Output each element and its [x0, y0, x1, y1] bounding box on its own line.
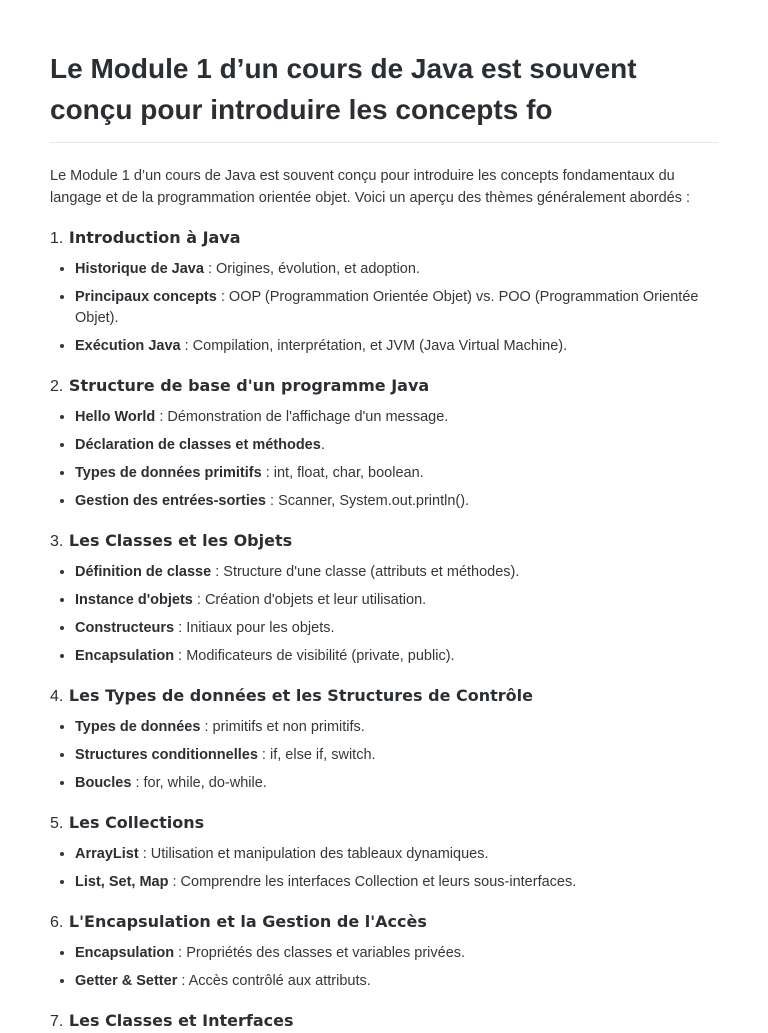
list-item: [75, 844, 718, 865]
list-item: [75, 646, 718, 667]
section-number: 5.: [50, 815, 64, 832]
item-description: : Utilisation et manipulation des tableaux dynamiques.: [138, 846, 489, 862]
list-item: [75, 435, 718, 456]
section-list: [50, 943, 718, 992]
list-item: [75, 259, 718, 280]
item-description: : primitifs et non primitifs.: [200, 719, 365, 735]
list-item: [75, 943, 718, 964]
section-number: 7.: [50, 1013, 64, 1030]
list-item: [75, 407, 718, 428]
sections-container: [50, 227, 718, 1033]
list-item: [75, 745, 718, 766]
item-term: Définition de classe: [75, 564, 212, 580]
item-term: List, Set, Map: [75, 874, 169, 890]
item-term: Hello World: [75, 409, 156, 425]
section-2: [50, 375, 718, 512]
item-term: Gestion des entrées-sorties: [75, 493, 266, 509]
item-description: : Création d'objets et leur utilisation.: [192, 592, 427, 608]
section-number: 3.: [50, 533, 64, 550]
list-item: [75, 336, 718, 357]
section-number: 2.: [50, 378, 64, 395]
list-item: [75, 872, 718, 893]
item-description: .: [320, 437, 325, 453]
item-description: : Compilation, interprétation, et JVM (Java Virtual Machine).: [180, 338, 568, 354]
section-title: L'Encapsulation et la Gestion de l'Accès: [68, 912, 427, 931]
item-term: Principaux concepts: [75, 289, 217, 305]
list-item: [75, 590, 718, 611]
section-list: [50, 259, 718, 357]
list-item: [75, 287, 718, 329]
item-term: Types de données: [75, 719, 201, 735]
section-heading: [50, 227, 718, 250]
item-term: Constructeurs: [75, 620, 175, 636]
section-title: Les Classes et Interfaces: [68, 1011, 294, 1030]
item-term: ArrayList: [75, 846, 139, 862]
section-title: Les Collections: [68, 813, 205, 832]
item-description: : Structure d'une classe (attributs et méthodes).: [211, 564, 520, 580]
section-heading: [50, 375, 718, 398]
item-description: : Propriétés des classes et variables privées.: [174, 945, 466, 961]
list-item: [75, 618, 718, 639]
item-description: : Scanner, System.out.println().: [266, 493, 470, 509]
section-title: Structure de base d'un programme Java: [68, 376, 430, 395]
section-number: 4.: [50, 688, 64, 705]
item-term: Encapsulation: [75, 945, 175, 961]
section-6: [50, 911, 718, 992]
list-item: [75, 971, 718, 992]
item-term: Types de données primitifs: [75, 465, 262, 481]
section-number: 6.: [50, 914, 64, 931]
list-item: [75, 717, 718, 738]
item-description: : Accès contrôlé aux attributs.: [177, 973, 371, 989]
section-title: Les Classes et les Objets: [68, 531, 293, 550]
item-term: Boucles: [75, 775, 132, 791]
section-list: [50, 717, 718, 794]
title-divider: [50, 142, 718, 143]
item-description: : for, while, do-while.: [131, 775, 267, 791]
section-4: [50, 685, 718, 794]
section-heading: [50, 685, 718, 708]
item-term: Getter & Setter: [75, 973, 178, 989]
page-title: Le Module 1 d’un cours de Java est souvent conçu pour introduire les concepts fo: [50, 53, 637, 125]
section-heading: [50, 812, 718, 835]
item-description: : Comprendre les interfaces Collection et leurs sous-interfaces.: [168, 874, 577, 890]
section-list: [50, 844, 718, 893]
item-term: Instance d'objets: [75, 592, 193, 608]
section-heading: [50, 911, 718, 934]
section-5: [50, 812, 718, 893]
section-number: 1.: [50, 230, 64, 247]
item-description: : Modificateurs de visibilité (private, public).: [174, 648, 455, 664]
section-heading: [50, 1010, 718, 1033]
item-description: : Origines, évolution, et adoption.: [203, 261, 420, 277]
list-item: [75, 491, 718, 512]
item-term: Historique de Java: [75, 261, 204, 277]
list-item: [75, 562, 718, 583]
item-description: : Initiaux pour les objets.: [174, 620, 335, 636]
item-description: : OOP (Programmation Orientée Objet) vs. POO (Programmation Orientée Objet).: [75, 289, 699, 326]
item-term: Déclaration de classes et méthodes: [75, 437, 321, 453]
item-description: : Démonstration de l'affichage d'un message.: [155, 409, 449, 425]
section-7: [50, 1010, 718, 1033]
list-item: [75, 773, 718, 794]
section-list: [50, 562, 718, 667]
section-1: [50, 227, 718, 357]
intro-paragraph: Le Module 1 d’un cours de Java est souvent conçu pour introduire les concepts fondamentaux du langage et de la programmation orientée objet. Voici un aperçu des thèmes généralement abordés :: [50, 168, 691, 206]
section-list: [50, 407, 718, 512]
section-title: Introduction à Java: [68, 228, 241, 247]
item-term: Exécution Java: [75, 338, 181, 354]
section-heading: [50, 530, 718, 553]
item-term: Structures conditionnelles: [75, 747, 258, 763]
section-3: [50, 530, 718, 667]
list-item: [75, 463, 718, 484]
item-description: : if, else if, switch.: [257, 747, 376, 763]
item-term: Encapsulation: [75, 648, 175, 664]
item-description: : int, float, char, boolean.: [261, 465, 424, 481]
section-title: Les Types de données et les Structures de Contrôle: [68, 686, 533, 705]
